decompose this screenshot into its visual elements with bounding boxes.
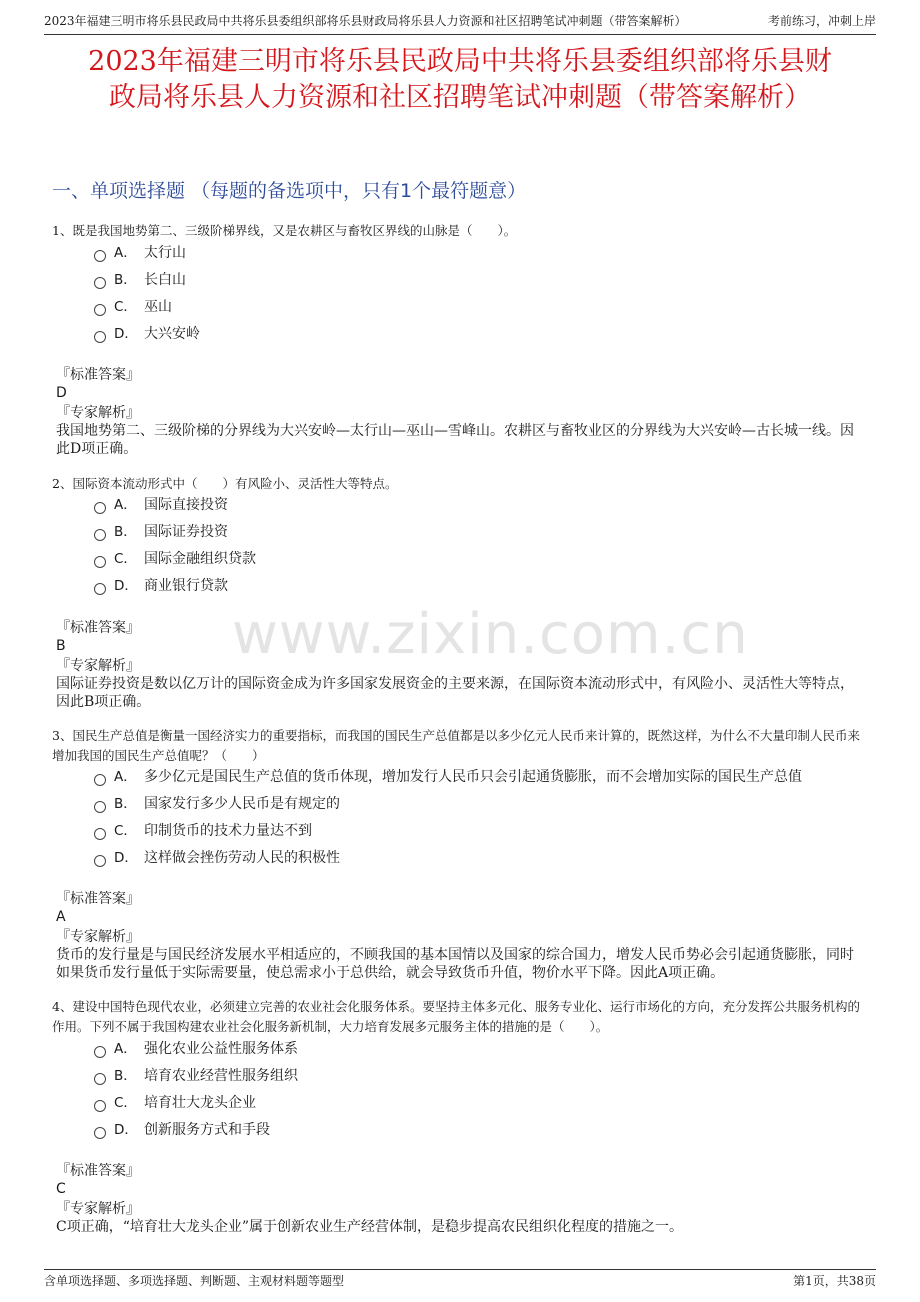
option-c[interactable]: C． 印制货币的技术力量达不到 bbox=[94, 821, 312, 841]
answer-value: B bbox=[56, 638, 66, 654]
document-title-line-1: 2023年福建三明市将乐县民政局中共将乐县委组织部将乐县财 bbox=[88, 46, 832, 77]
watermark: www.zixin.com.cn bbox=[232, 602, 749, 667]
option-a[interactable]: A． 强化农业公益性服务体系 bbox=[94, 1039, 298, 1059]
answer-label: 『标准答案』 bbox=[56, 891, 140, 907]
option-d[interactable]: D． 创新服务方式和手段 bbox=[94, 1120, 270, 1140]
answer-label: 『标准答案』 bbox=[56, 620, 140, 636]
running-header-slogan: 考前练习，冲刺上岸 bbox=[767, 14, 876, 28]
question-stem: 1、既是我国地势第二、三级阶梯界线，又是农耕区与畜牧区界线的山脉是（ ）。 bbox=[52, 223, 517, 238]
question-stem: 4、建设中国特色现代农业，必须建立完善的农业社会化服务体系。要坚持主体多元化、服务专业化、运行市场化的方向，充分发挥公共服务机构的作用。下列不属于我国构建农业社会化服务新机制，大力培育发展多元服务主体的措施的是（ ）。 bbox=[52, 999, 860, 1034]
option-d[interactable]: D． 大兴安岭 bbox=[94, 324, 200, 344]
radio-icon[interactable] bbox=[94, 801, 106, 813]
radio-icon[interactable] bbox=[94, 774, 106, 786]
page-number: 第1页，共38页 bbox=[793, 1274, 876, 1288]
analysis-label: 『专家解析』 bbox=[56, 405, 140, 421]
answer-value: C bbox=[56, 1181, 66, 1197]
option-b[interactable]: B． 培育农业经营性服务组织 bbox=[94, 1066, 298, 1086]
radio-icon[interactable] bbox=[94, 277, 106, 289]
analysis-label: 『专家解析』 bbox=[56, 658, 140, 674]
option-b[interactable]: B． 国家发行多少人民币是有规定的 bbox=[94, 794, 340, 814]
option-b[interactable]: B． 国际证券投资 bbox=[94, 522, 228, 542]
analysis-text: C项正确，“培育壮大龙头企业”属于创新农业生产经营体制，是稳步提高农民组织化程度的措施之一。 bbox=[56, 1219, 684, 1235]
option-c[interactable]: C． 培育壮大龙头企业 bbox=[94, 1093, 256, 1113]
document-title bbox=[44, 44, 876, 116]
radio-icon[interactable] bbox=[94, 556, 106, 568]
option-c[interactable]: C． 国际金融组织贷款 bbox=[94, 549, 256, 569]
radio-icon[interactable] bbox=[94, 502, 106, 514]
analysis-text: 货币的发行量是与国民经济发展水平相适应的，不顾我国的基本国情以及国家的综合国力，增发人民币势必会引起通货膨胀，同时如果货币发行量低于实际需要量，使总需求小于总供给，就会导致货币升值，物价水平下降。因此A项正确。 bbox=[56, 947, 854, 981]
option-a[interactable]: A． 太行山 bbox=[94, 243, 186, 263]
radio-icon[interactable] bbox=[94, 828, 106, 840]
running-header bbox=[44, 10, 876, 35]
analysis-text: 我国地势第二、三级阶梯的分界线为大兴安岭—太行山—巫山—雪峰山。农耕区与畜牧业区的分界线为大兴安岭—古长城一线。因此D项正确。 bbox=[56, 423, 854, 457]
footer-question-types: 含单项选择题、多项选择题、判断题、主观材料题等题型 bbox=[44, 1274, 345, 1288]
answer-value: A bbox=[56, 909, 66, 925]
answer-label: 『标准答案』 bbox=[56, 1163, 140, 1179]
running-header-title: 2023年福建三明市将乐县民政局中共将乐县委组织部将乐县财政局将乐县人力资源和社区招聘笔试冲刺题（带答案解析） bbox=[44, 14, 687, 28]
analysis-text: 国际证券投资是数以亿万计的国际资金成为许多国家发展资金的主要来源，在国际资本流动形式中，有风险小、灵活性大等特点，因此B项正确。 bbox=[56, 676, 854, 710]
radio-icon[interactable] bbox=[94, 1073, 106, 1085]
running-footer bbox=[44, 1269, 876, 1292]
option-a[interactable]: A． 国际直接投资 bbox=[94, 495, 228, 515]
option-d[interactable]: D． 商业银行贷款 bbox=[94, 576, 228, 596]
radio-icon[interactable] bbox=[94, 1127, 106, 1139]
radio-icon[interactable] bbox=[94, 250, 106, 262]
question-stem: 3、国民生产总值是衡量一国经济实力的重要指标，而我国的国民生产总值都是以多少亿元人民币来计算的，既然这样，为什么不大量印制人民币来增加我国的国民生产总值呢？（ ） bbox=[52, 728, 860, 763]
radio-icon[interactable] bbox=[94, 855, 106, 867]
analysis-label: 『专家解析』 bbox=[56, 1201, 140, 1217]
option-a[interactable]: A． 多少亿元是国民生产总值的货币体现，增加发行人民币只会引起通货膨胀，而不会增加实际的国民生产总值 bbox=[94, 767, 802, 787]
answer-label: 『标准答案』 bbox=[56, 367, 140, 383]
option-c[interactable]: C． 巫山 bbox=[94, 297, 172, 317]
radio-icon[interactable] bbox=[94, 331, 106, 343]
radio-icon[interactable] bbox=[94, 1046, 106, 1058]
analysis-label: 『专家解析』 bbox=[56, 929, 140, 945]
radio-icon[interactable] bbox=[94, 583, 106, 595]
option-b[interactable]: B． 长白山 bbox=[94, 270, 186, 290]
question-stem: 2、国际资本流动形式中（ ）有风险小、灵活性大等特点。 bbox=[52, 476, 398, 491]
section-heading: 一、单项选择题 （每题的备选项中，只有1个最符题意） bbox=[52, 180, 527, 202]
answer-value: D bbox=[56, 385, 67, 401]
document-title-line-2: 政局将乐县人力资源和社区招聘笔试冲刺题（带答案解析） bbox=[109, 82, 811, 113]
option-d[interactable]: D． 这样做会挫伤劳动人民的积极性 bbox=[94, 848, 340, 868]
radio-icon[interactable] bbox=[94, 1100, 106, 1112]
radio-icon[interactable] bbox=[94, 529, 106, 541]
radio-icon[interactable] bbox=[94, 304, 106, 316]
